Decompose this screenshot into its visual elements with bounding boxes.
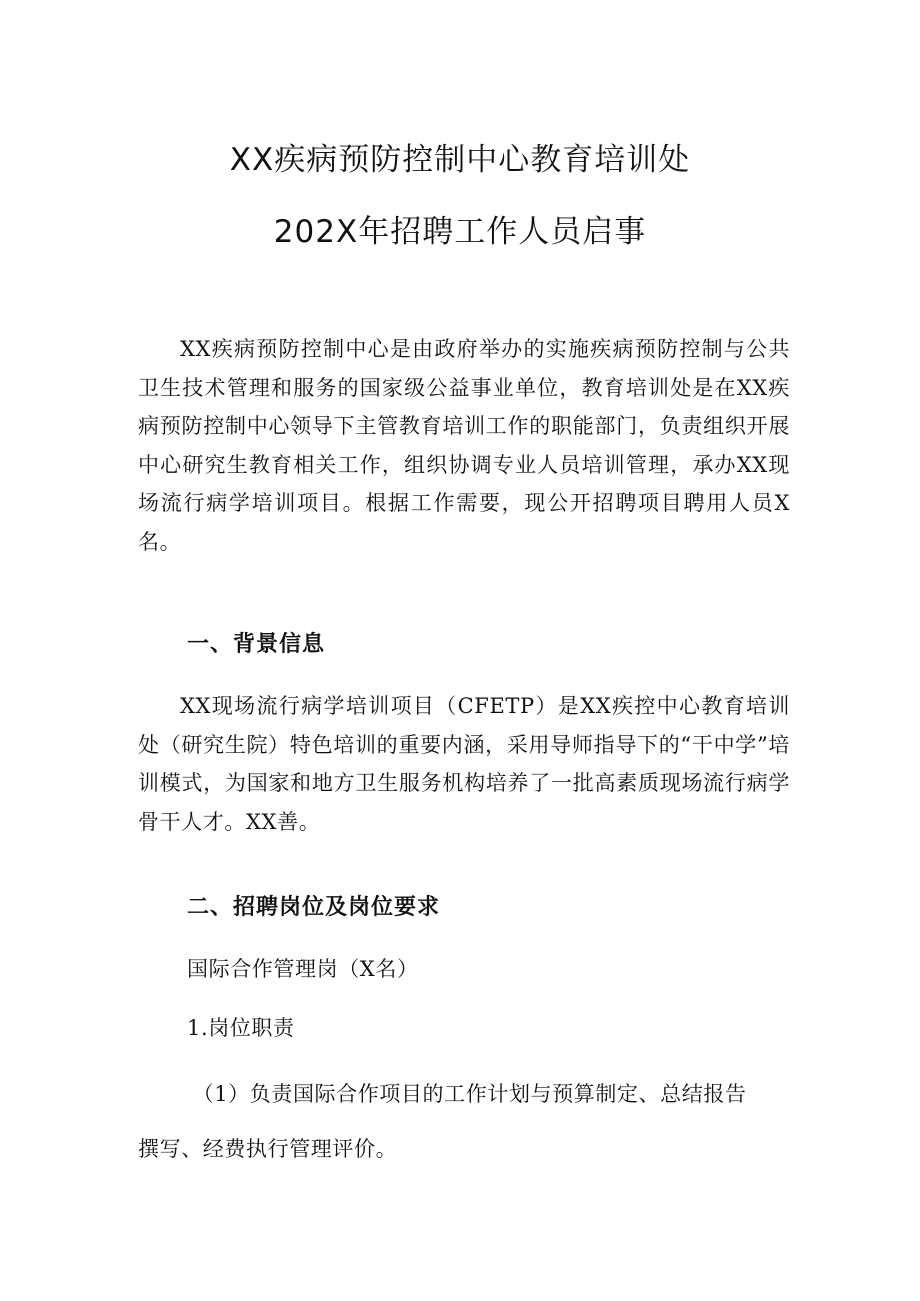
section-heading-background: 一、背景信息 [187, 632, 326, 657]
duties-subheading: 1.岗位职责 [187, 1016, 295, 1040]
document-title-line-2: 202X年招聘工作人员启事 [273, 214, 647, 250]
duty-item-1: （1）负责国际合作项目的工作计划与预算制定、总结报告撰写、经费执行管理评价。 [138, 1082, 747, 1161]
post-title: 国际合作管理岗（X名） [187, 957, 419, 981]
intro-paragraph: XX疾病预防控制中心是由政府举办的实施疾病预防控制与公共卫生技术管理和服务的国家级公益事业单位，教育培训处是在XX疾病预防控制中心领导下主管教育培训工作的职能部门，负责组织开展中心研究生教育相关工作，组织协调专业人员培训管理，承办XX现场流行病学培训项目。根据工作需要，现公开招聘项目聘用人员X名。 [138, 337, 790, 554]
document-title-line-1: XX疾病预防控制中心教育培训处 [229, 142, 691, 178]
background-paragraph: XX现场流行病学培训项目（CFETP）是XX疾控中心教育培训处（研究生院）特色培训的重要内涵，采用导师指导下的“干中学”培训模式，为国家和地方卫生服务机构培养了一批高素质现场流行病学骨干人才。XX善。 [138, 694, 790, 834]
section-heading-positions: 二、招聘岗位及岗位要求 [187, 895, 441, 920]
